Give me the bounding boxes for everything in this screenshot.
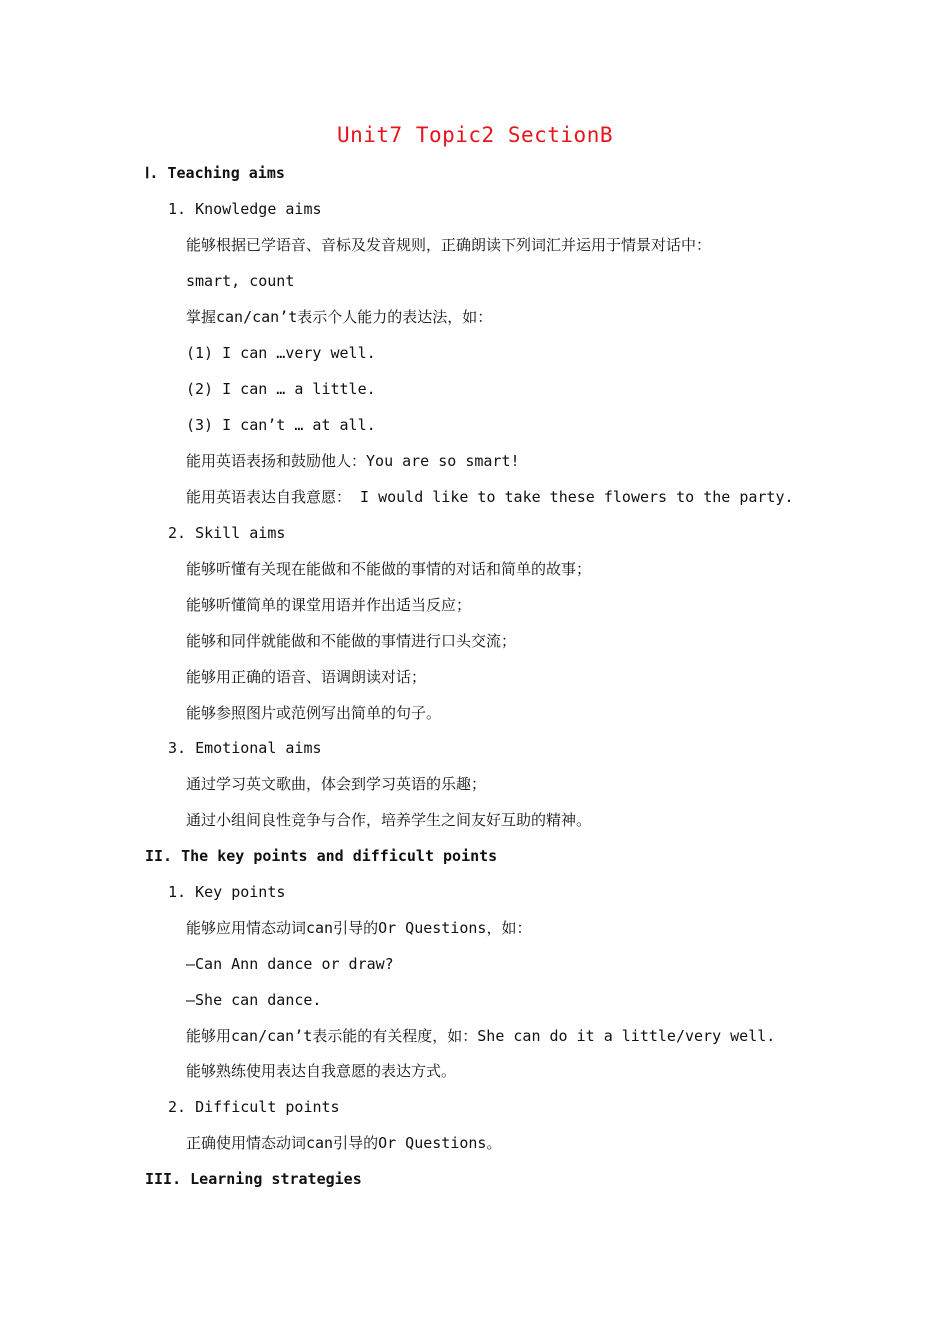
knowledge-line: 掌握can/can’t表示个人能力的表达法，如： — [186, 308, 493, 326]
knowledge-line: smart, count — [186, 272, 295, 290]
key-point-line: —She can dance. — [186, 991, 322, 1009]
knowledge-line: (2) I can … a little. — [186, 380, 376, 398]
key-point-line: —Can Ann dance or draw? — [186, 955, 394, 973]
skill-line: 能够和同伴就能做和不能做的事情进行口头交流； — [186, 632, 517, 650]
subheading-skill-aims: 2. Skill aims — [168, 524, 286, 542]
skill-line: 能够听懂有关现在能做和不能做的事情的对话和简单的故事； — [186, 560, 592, 578]
key-point-line: 能够应用情态动词can引导的Or Questions，如： — [186, 919, 532, 937]
subheading-knowledge-aims: 1. Knowledge aims — [168, 200, 322, 218]
skill-line: 能够参照图片或范例写出简单的句子。 — [186, 704, 442, 722]
emotional-line: 通过学习英文歌曲，体会到学习英语的乐趣； — [186, 775, 487, 793]
section-heading-key-difficult-points: II. The key points and difficult points — [145, 847, 498, 865]
difficult-point-line: 正确使用情态动词can引导的Or Questions。 — [186, 1134, 502, 1152]
knowledge-line: 能用英语表达自我意愿： I would like to take these flowers to the party. — [186, 488, 794, 506]
knowledge-line: 能用英语表扬和鼓励他人：You are so smart! — [186, 452, 520, 470]
subheading-difficult-points: 2. Difficult points — [168, 1098, 340, 1116]
emotional-line: 通过小组间良性竞争与合作，培养学生之间友好互助的精神。 — [186, 811, 592, 829]
knowledge-line: (1) I can …very well. — [186, 344, 376, 362]
knowledge-line: 能够根据已学语音、音标及发音规则，正确朗读下列词汇并运用于情景对话中： — [186, 236, 712, 254]
subheading-emotional-aims: 3. Emotional aims — [168, 739, 322, 757]
section-heading-teaching-aims: Ⅰ. Teaching aims — [145, 164, 285, 182]
knowledge-line: (3) I can’t … at all. — [186, 416, 376, 434]
skill-line: 能够听懂简单的课堂用语并作出适当反应； — [186, 596, 472, 614]
section-heading-learning-strategies: III. Learning strategies — [145, 1170, 362, 1188]
key-point-line: 能够用can/can’t表示能的有关程度，如：She can do it a little/very well. — [186, 1027, 776, 1045]
document-title: Unit7 Topic2 SectionB — [336, 123, 613, 147]
subheading-key-points: 1. Key points — [168, 883, 286, 901]
key-point-line: 能够熟练使用表达自我意愿的表达方式。 — [186, 1062, 457, 1080]
skill-line: 能够用正确的语音、语调朗读对话； — [186, 668, 427, 686]
